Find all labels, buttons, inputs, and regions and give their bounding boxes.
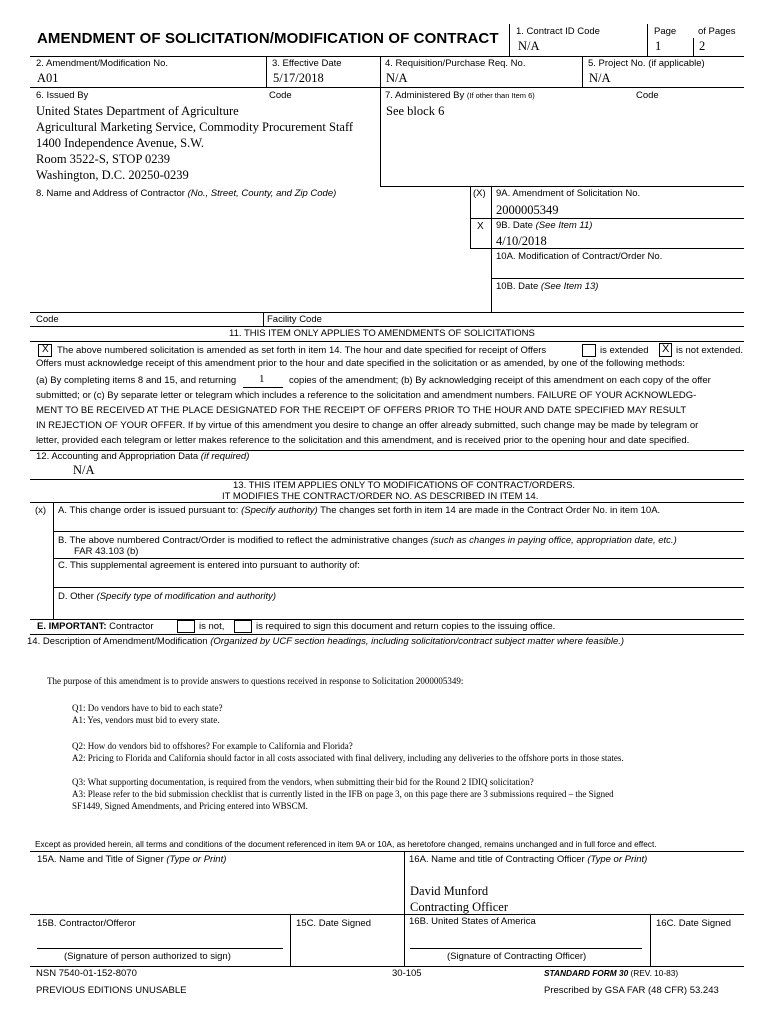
item11-line: copies of the amendment; (b) By acknowledging receipt of this amendment on each copy of the offer [289, 375, 711, 386]
copies-value: 1 [259, 373, 265, 385]
not-extended-check-mark: X [662, 343, 670, 355]
issued-by-line: United States Department of Agriculture [36, 104, 239, 118]
prescribed-by: Prescribed by GSA FAR (48 CFR) 53.243 [544, 985, 719, 996]
qa-line: A3: Please refer to the bid submission checklist that is currently listed in the IFB on page 3, on this page there are 3 submissions required – the Signed [72, 789, 614, 799]
project-no-label: 5. Project No. (if applicable) [588, 58, 705, 69]
item13-a-text: A. This change order is issued pursuant to: (Specify authority) The changes set forth in item 14 are made in the Contract Order No. in item 10A. [58, 505, 661, 516]
accounting-value: N/A [73, 463, 95, 477]
contractor-code-label: Code [36, 314, 59, 325]
item11-line: submitted; or (c) By separate letter or telegram which includes a reference to the solicitation and amendment numbers. FAILURE OF YOUR ACKNOWLEDG- [36, 390, 697, 401]
item11-heading: 11. THIS ITEM ONLY APPLIES TO AMENDMENTS OF SOLICITATIONS [229, 328, 535, 339]
date-9b-value: 4/10/2018 [496, 234, 547, 248]
is-required-checkbox[interactable] [234, 620, 252, 633]
contract-id-value: N/A [518, 39, 540, 53]
date-9b-label: 9B. Date (See Item 11) [496, 220, 593, 231]
not-extended-label: is not extended. [676, 345, 744, 356]
qa-line: Q3: What supporting documentation, is required from the vendors, when submitting their bid for the Round 2 IDIQ solicitation? [72, 777, 534, 787]
modification-contract-label: 10A. Modification of Contract/Order No. [496, 251, 663, 262]
contractor-label: 8. Name and Address of Contractor (No., Street, County, and Zip Code) [36, 188, 337, 199]
qa-line: A1: Yes, vendors must bid to every state. [72, 715, 220, 725]
item11-line: letter, provided each telegram or letter makes reference to the solicitation and this amendment, and is received prior to the opening hour and date specified. [36, 435, 690, 446]
requisition-label: 4. Requisition/Purchase Req. No. [385, 58, 526, 69]
item11-line: IN REJECTION OF YOUR OFFER. If by virtue of this amendment you desire to change an offer already submitted, such change may be made by telegram or [36, 420, 699, 431]
facility-code-label: Facility Code [267, 314, 322, 325]
date-10b-label: 10B. Date (See Item 13) [496, 281, 599, 292]
amendment-no-value: A01 [37, 71, 59, 85]
standard-form-label: STANDARD FORM 30 (REV. 10-83) [544, 968, 679, 978]
is-not-checkbox[interactable] [177, 620, 195, 633]
qa-line: SF1449, Signed Amendments, and Pricing entered into WBSCM. [72, 801, 308, 811]
important-label: E. IMPORTANT: Contractor [37, 621, 154, 632]
officer-name: David Munford [410, 884, 489, 898]
is-not-label: is not, [199, 621, 225, 632]
effective-date-label: 3. Effective Date [272, 58, 342, 69]
officer-name-label: 16A. Name and title of Contracting Officer (Type or Print) [409, 854, 648, 865]
nsn-number: NSN 7540-01-152-8070 [36, 968, 137, 979]
item13-b-value: FAR 43.103 (b) [74, 546, 139, 557]
form-code: 30-105 [392, 968, 422, 979]
extended-label: is extended [600, 345, 649, 356]
issued-by-code-label: Code [269, 90, 292, 101]
item13-x-header: (x) [35, 505, 47, 516]
page-value: 1 [655, 39, 662, 53]
issued-by-line: Washington, D.C. 20250-0239 [36, 168, 189, 182]
except-text: Except as provided herein, all terms and conditions of the document referenced in item 9A or 10A, as heretofore changed, remains unchanged and in full force and effect. [35, 839, 657, 849]
amended-text: The above numbered solicitation is amended as set forth in item 14. The hour and date specified for receipt of Offers [57, 345, 547, 356]
item13-b-text: B. The above numbered Contract/Order is modified to reflect the administrative changes (such as changes in paying office, appropriation date, etc.) [58, 535, 677, 546]
description-intro: The purpose of this amendment is to provide answers to questions received in response to Solicitation 2000005349: [47, 676, 464, 686]
signer-name-label: 15A. Name and Title of Signer (Type or Print) [37, 854, 227, 865]
amendment-solicitation-value: 2000005349 [496, 203, 559, 217]
amendment-solicitation-label: 9A. Amendment of Solicitation No. [496, 188, 641, 199]
administered-by-code-label: Code [636, 90, 659, 101]
item13-heading: IT MODIFIES THE CONTRACT/ORDER NO. AS DESCRIBED IN ITEM 14. [222, 491, 539, 502]
qa-line: Q1: Do vendors have to bid to each state? [72, 703, 223, 713]
qa-line: Q2: How do vendors bid to offshores? For example to California and Florida? [72, 741, 353, 751]
effective-date-value: 5/17/2018 [273, 71, 324, 85]
item13-heading: 13. THIS ITEM APPLIES ONLY TO MODIFICATIONS OF CONTRACT/ORDERS. [233, 480, 576, 491]
contract-id-label: 1. Contract ID Code [516, 26, 600, 37]
date-signed-16c-label: 16C. Date Signed [656, 918, 731, 929]
issued-by-label: 6. Issued By [36, 90, 89, 101]
issued-by-line: Room 3522-S, STOP 0239 [36, 152, 171, 166]
officer-title: Contracting Officer [410, 900, 508, 914]
amended-check-mark: X [42, 344, 49, 355]
qa-line: A2: Pricing to Florida and California should factor in all costs associated with final delivery, including any deliveries to the offshore ports in those states. [72, 753, 624, 763]
requisition-value: N/A [386, 71, 408, 85]
date-signed-15c-label: 15C. Date Signed [296, 918, 371, 929]
signature-person-caption: (Signature of person authorized to sign) [64, 951, 231, 962]
project-no-value: N/A [589, 71, 611, 85]
of-pages-label: of Pages [698, 26, 736, 37]
x-column-header: (X) [473, 188, 486, 199]
item11-line: (a) By completing items 8 and 15, and returning [36, 375, 237, 386]
is-required-text: is required to sign this document and return copies to the issuing office. [256, 621, 556, 632]
usa-label: 16B. United States of America [409, 916, 536, 927]
description-label: 14. Description of Amendment/Modification (Organized by UCF section headings, including solicitation/contract subject matter where feasible.) [27, 636, 625, 647]
date-9b-mark: X [477, 221, 484, 232]
issued-by-line: Agricultural Marketing Service, Commodity Procurement Staff [36, 120, 354, 134]
accounting-label: 12. Accounting and Appropriation Data (if required) [36, 451, 250, 462]
item13-d-text: D. Other (Specify type of modification and authority) [58, 591, 277, 602]
form-title: AMENDMENT OF SOLICITATION/MODIFICATION OF CONTRACT [37, 30, 499, 47]
amendment-no-label: 2. Amendment/Modification No. [36, 58, 169, 69]
administered-by-value: See block 6 [386, 104, 445, 118]
page-label: Page [654, 26, 677, 37]
signature-officer-caption: (Signature of Contracting Officer) [447, 951, 587, 962]
previous-editions: PREVIOUS EDITIONS UNUSABLE [36, 985, 187, 996]
item13-c-text: C. This supplemental agreement is entered into pursuant to authority of: [58, 560, 360, 571]
administered-by-label: 7. Administered By (If other than Item 6) [385, 90, 535, 101]
issued-by-line: 1400 Independence Avenue, S.W. [36, 136, 205, 150]
contractor-offeror-label: 15B. Contractor/Offeror [37, 918, 136, 929]
item11-line: Offers must acknowledge receipt of this amendment prior to the hour and date specified in the solicitation or as amended, by one of the following methods: [36, 358, 685, 369]
item11-line: MENT TO BE RECEIVED AT THE PLACE DESIGNATED FOR THE RECEIPT OF OFFERS PRIOR TO THE HOUR AND DATE SPECIFIED MAY RESULT [36, 405, 687, 416]
of-pages-value: 2 [699, 39, 706, 53]
